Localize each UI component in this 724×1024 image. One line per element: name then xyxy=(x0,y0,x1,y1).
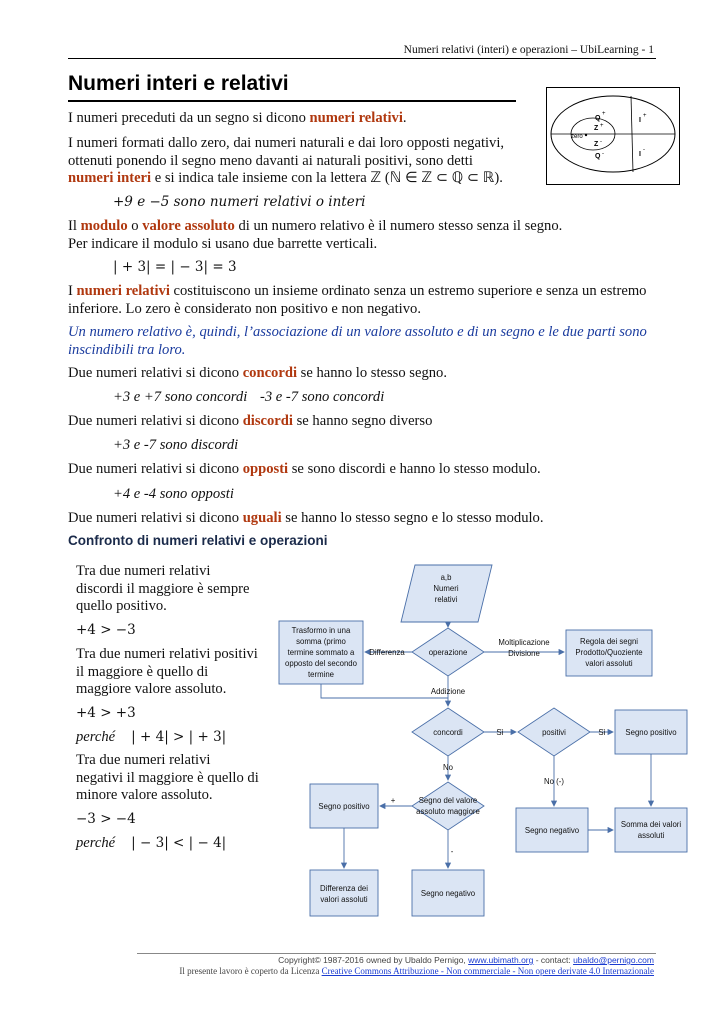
number-sets-svg xyxy=(547,88,679,184)
svg-text:Segno positivo: Segno positivo xyxy=(318,802,370,811)
svg-text:Differenza dei: Differenza dei xyxy=(320,884,368,893)
label-z-minus: Z xyxy=(594,141,599,148)
svg-text:-: - xyxy=(450,847,454,856)
intro-example: +9 e −5 sono numeri relativi o interi xyxy=(113,194,366,210)
concordi-example-2: -3 e -7 sono concordi xyxy=(260,389,385,405)
footer-license: Il presente lavoro è coperto da Licenza Creative Commons Attribuzione - Non commerciale - Non opere derivate 4.0 Internazionale xyxy=(179,966,654,976)
section-title-confronto: Confronto di numeri relativi e operazioni xyxy=(68,533,328,548)
svg-text:termine: termine xyxy=(308,670,334,679)
comparison-rule-2: Tra due numeri relativi positivi il maggiore è quello di maggiore valore assoluto. xyxy=(76,646,258,697)
term-modulo: modulo xyxy=(80,218,128,234)
svg-text:+: + xyxy=(390,796,396,805)
label-i-plus: I xyxy=(639,117,641,124)
term-numeri-interi: numeri interi xyxy=(68,170,152,186)
footer-link-site[interactable]: www.ubimath.org xyxy=(468,955,534,965)
uguali-line: Due numeri relativi si dicono uguali se hanno lo stesso segno e lo stesso modulo. xyxy=(68,510,544,526)
term-uguali: uguali xyxy=(242,510,282,526)
concordi-line: Due numeri relativi si dicono concordi se hanno lo stesso segno. xyxy=(68,365,447,381)
term-valore-assoluto: valore assoluto xyxy=(142,218,235,234)
svg-text:Differenza: Differenza xyxy=(369,648,405,657)
number-sets-diagram xyxy=(546,87,680,185)
svg-text:valori assoluti: valori assoluti xyxy=(585,659,633,668)
discordi-line: Due numeri relativi si dicono discordi se hanno segno diverso xyxy=(68,413,433,429)
svg-text:-: - xyxy=(643,147,645,153)
svg-text:+: + xyxy=(602,111,606,117)
flow-differenza-valori xyxy=(310,870,378,916)
svg-text:Somma dei valori: Somma dei valori xyxy=(620,820,682,829)
footer-copyright: Copyright© 1987-2016 owned by Ubaldo Pernigo, www.ubimath.org - contact: ubaldo@pernigo.com xyxy=(278,955,654,965)
svg-text:Segno del valore: Segno del valore xyxy=(418,796,478,805)
comparison-example-3: −3 > −4 xyxy=(76,811,136,827)
svg-text:Numeri: Numeri xyxy=(433,584,459,593)
svg-text:Segno negativo: Segno negativo xyxy=(420,889,476,898)
term-discordi: discordi xyxy=(242,413,293,429)
discordi-example: +3 e -7 sono discordi xyxy=(113,437,239,453)
svg-text:somma (primo: somma (primo xyxy=(296,637,346,646)
flow-segno-maggiore-decision xyxy=(412,782,484,830)
svg-text:Trasformo in una: Trasformo in una xyxy=(291,626,351,635)
svg-text:a,b: a,b xyxy=(440,573,452,582)
title-rule xyxy=(68,100,516,102)
svg-text:-: - xyxy=(600,139,602,145)
svg-text:Prodotto/Quoziente: Prodotto/Quoziente xyxy=(575,648,643,657)
comparison-perche-3: perché | − 3| < | − 4| xyxy=(76,835,227,851)
opposti-example: +4 e -4 sono opposti xyxy=(113,486,234,502)
comparison-example-2: +4 > +3 xyxy=(76,705,136,721)
flow-somma-valori xyxy=(615,808,687,852)
page-title: Numeri interi e relativi xyxy=(68,72,289,95)
comparison-rule-3: Tra due numeri relativi negativi il maggiore è quello di minore valore assoluto. xyxy=(76,752,259,803)
svg-text:Sì: Sì xyxy=(496,728,504,737)
comparison-rule-1: Tra due numeri relativi discordi il maggiore è sempre quello positivo. xyxy=(76,563,250,614)
definition-paragraph: Un numero relativo è, quindi, l’associazione di un valore assoluto e di un segno e le due parti sono inscindibili tra loro. xyxy=(68,324,647,358)
label-q-plus: Q xyxy=(595,115,601,122)
svg-text:No (-): No (-) xyxy=(544,777,564,786)
svg-text:Divisione: Divisione xyxy=(508,649,540,658)
svg-text:opposto del secondo: opposto del secondo xyxy=(285,659,357,668)
opposti-line: Due numeri relativi si dicono opposti se sono discordi e hanno lo stesso modulo. xyxy=(68,461,541,477)
concordi-example-1: +3 e +7 sono concordi xyxy=(113,389,248,405)
operations-flowchart xyxy=(270,560,694,930)
svg-text:valori assoluti: valori assoluti xyxy=(320,895,368,904)
svg-text:termine sommato a: termine sommato a xyxy=(287,648,355,657)
svg-text:+: + xyxy=(643,113,647,119)
svg-text:concordi: concordi xyxy=(433,728,463,737)
svg-text:-: - xyxy=(602,151,604,157)
svg-text:Moltiplicazione: Moltiplicazione xyxy=(498,638,550,647)
footer-rule xyxy=(137,953,656,954)
svg-text:positivi: positivi xyxy=(542,728,566,737)
comparison-example-1: +4 > −3 xyxy=(76,622,136,638)
label-i-minus: I xyxy=(639,151,641,158)
svg-text:Sì: Sì xyxy=(598,728,606,737)
svg-text:operazione: operazione xyxy=(428,648,468,657)
footer-link-email[interactable]: ubaldo@pernigo.com xyxy=(573,955,654,965)
svg-text:No: No xyxy=(443,763,453,772)
relativi-paragraph: I numeri relativi costituiscono un insieme ordinato senza un estremo superiore e senza un estremo inferiore. Lo zero è considerato non positivo e non negativo. xyxy=(68,283,647,317)
svg-text:Segno negativo: Segno negativo xyxy=(524,826,580,835)
comparison-perche-2: perché | + 4| > | + 3| xyxy=(76,729,227,745)
svg-text:assoluto maggiore: assoluto maggiore xyxy=(416,807,480,816)
term-numeri-relativi-2: numeri relativi xyxy=(76,283,170,299)
term-opposti: opposti xyxy=(242,461,289,477)
footer-link-license[interactable]: Creative Commons Attribuzione - Non commerciale - Non opere derivate 4.0 Internazionale xyxy=(321,966,654,976)
label-z-plus: Z xyxy=(594,125,599,132)
term-numeri-relativi: numeri relativi xyxy=(309,110,403,126)
running-header: Numeri relativi (interi) e operazioni – UbiLearning - 1 xyxy=(403,44,654,56)
svg-text:Regola dei segni: Regola dei segni xyxy=(579,637,639,646)
svg-text:Segno positivo: Segno positivo xyxy=(625,728,677,737)
intro-paragraph-2: I numeri formati dallo zero, dai numeri naturali e dai loro opposti negativi, ottenuti ponendo il segno meno davanti ai naturali positivi, sono detti numeri interi e si indica tale insieme con la lettera ℤ (ℕ ∈ ℤ ⊂ ℚ ⊂ ℝ). xyxy=(68,135,505,186)
term-concordi: concordi xyxy=(242,365,298,381)
intro-line: I numeri preceduti da un segno si dicono numeri relativi. xyxy=(68,110,407,126)
svg-text:+: + xyxy=(600,123,604,129)
modulo-formula: | + 3| = | − 3| = 3 xyxy=(113,259,237,275)
svg-text:relativi: relativi xyxy=(434,595,458,604)
svg-text:assoluti: assoluti xyxy=(637,831,665,840)
label-q-minus: Q xyxy=(595,153,601,160)
modulo-paragraph: Il modulo o valore assoluto di un numero relativo è il numero stesso senza il segno. Per indicare il modulo si usano due barrette verticali. xyxy=(68,218,563,252)
svg-text:Addizione: Addizione xyxy=(430,687,466,696)
label-zero: zero xyxy=(571,134,583,140)
header-rule xyxy=(68,58,656,59)
